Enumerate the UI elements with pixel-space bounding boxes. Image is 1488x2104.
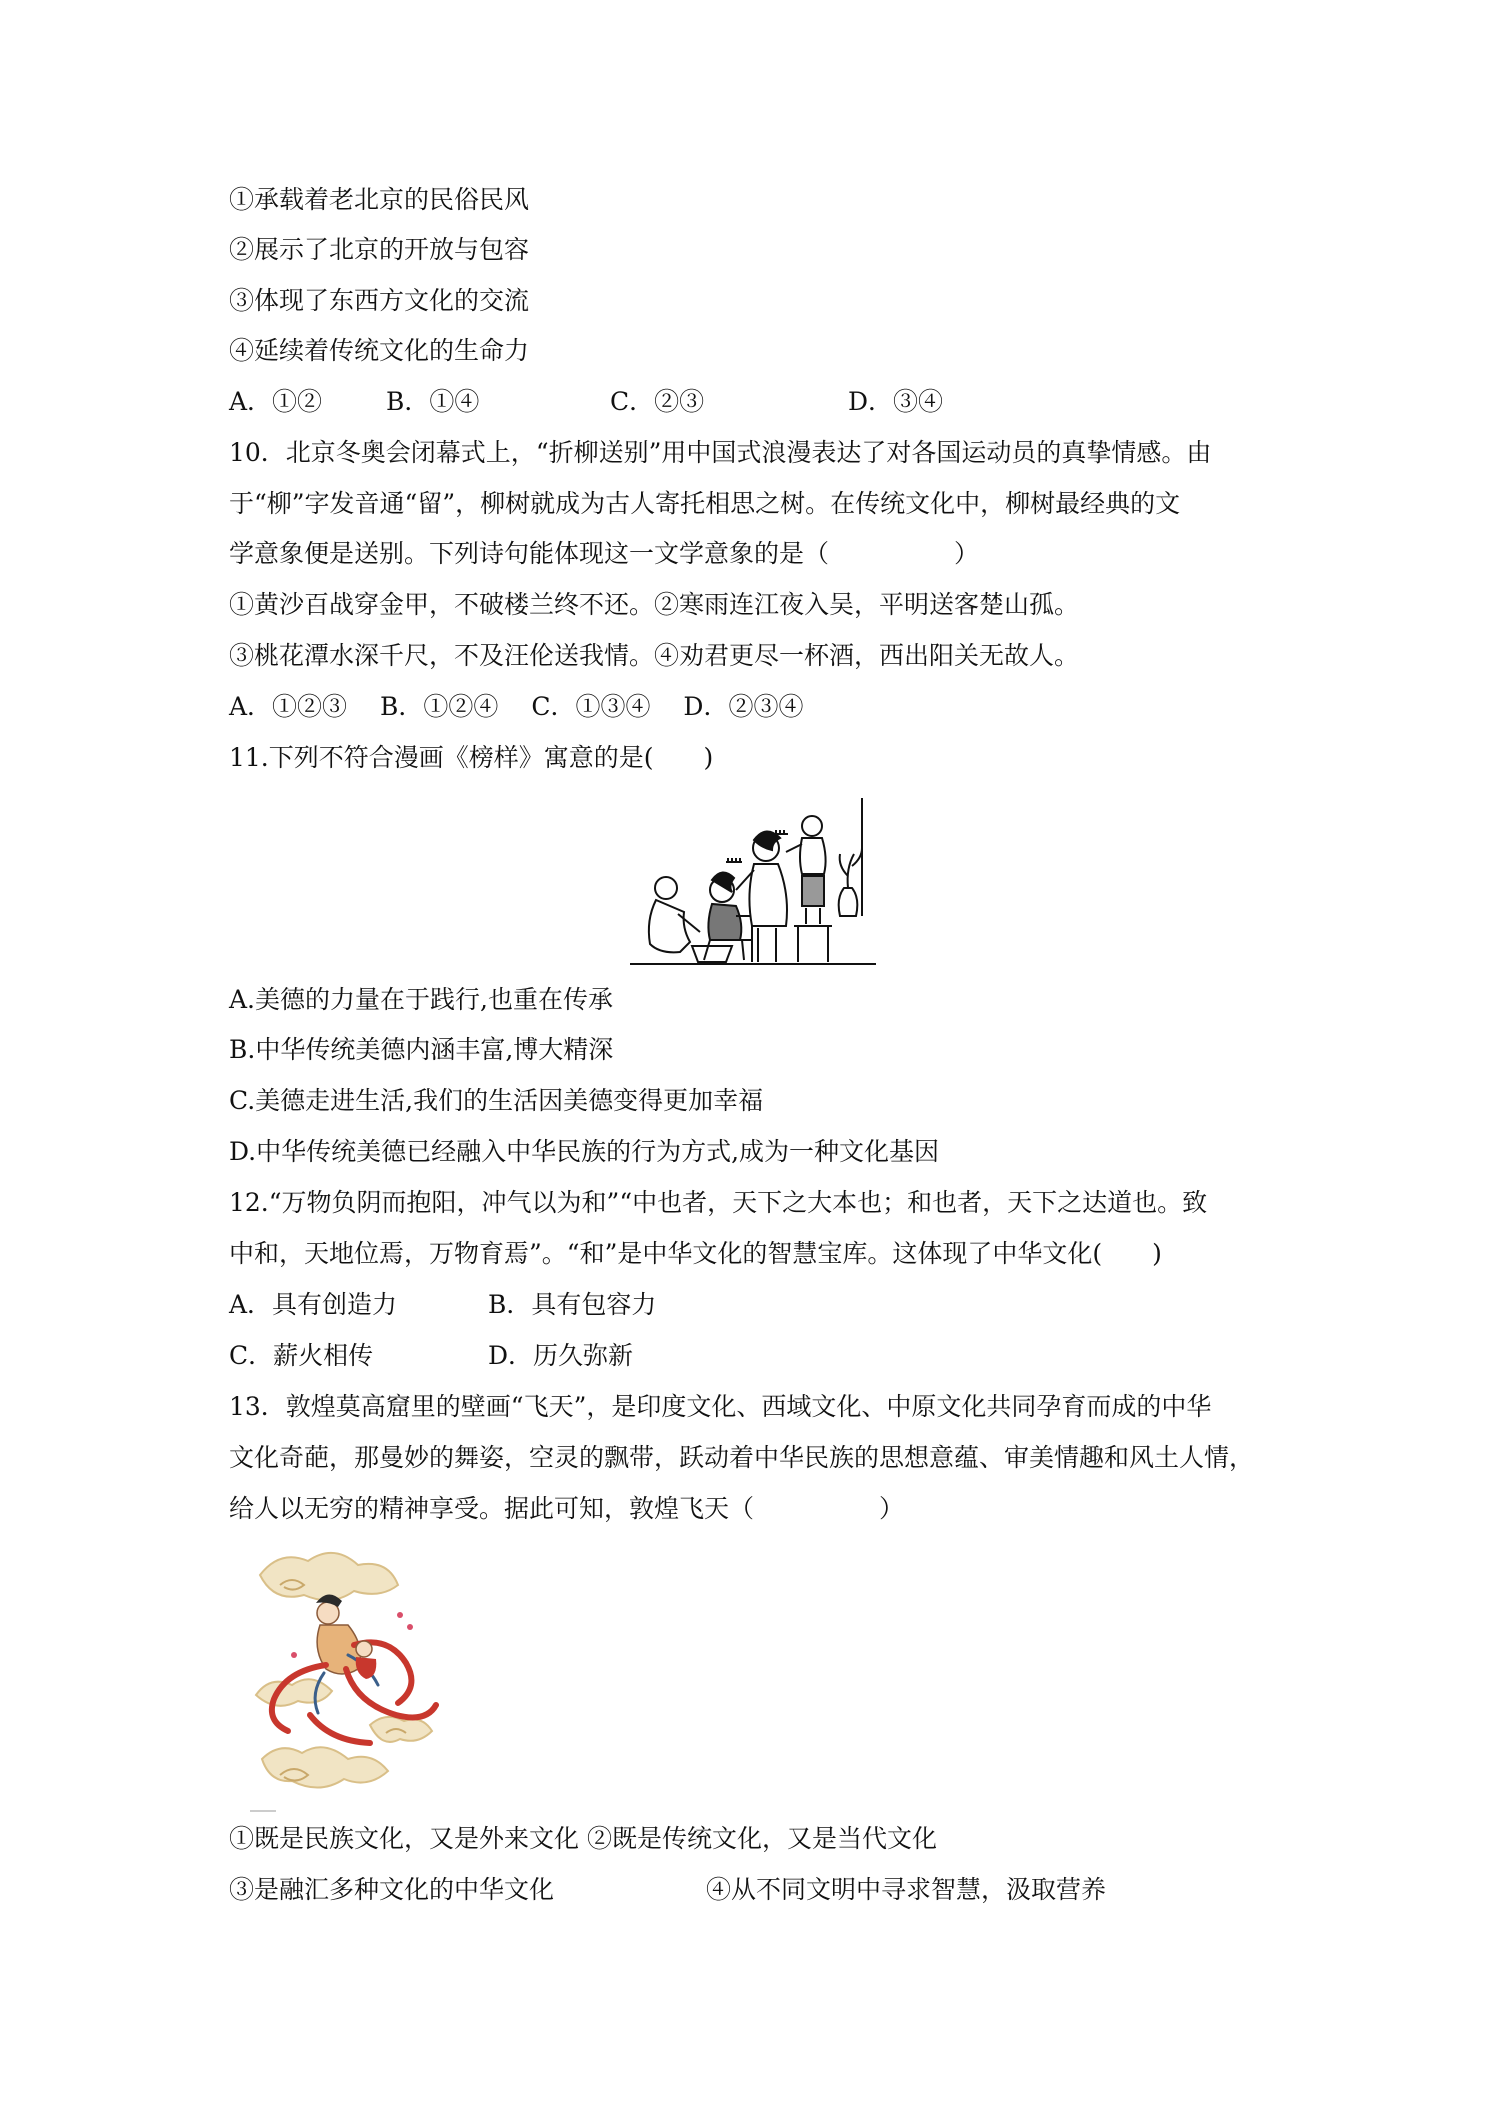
q9-option-a: A．①② (229, 387, 323, 416)
q11-option-c: C.美德走进生活,我们的生活因美德变得更加幸福 (229, 1086, 764, 1115)
q12-option-a: A．具有创造力 (229, 1290, 398, 1319)
q12-option-b: B．具有包容力 (488, 1290, 657, 1319)
q11-stem: 11.下列不符合漫画《榜样》寓意的是( ) (229, 743, 714, 772)
q12-stem-line-2: 中和，天地位焉，万物育焉”。“和”是中华文化的智慧宝库。这体现了中华文化( ) (229, 1239, 1162, 1268)
q10-options: A．①②③ B．①②④ C．①③④ D．②③④ (229, 692, 804, 721)
q9-option-c: C．②③ (610, 387, 705, 416)
q12-stem-line-1: 12.“万物负阴而抱阳，冲气以为和”“中也者，天下之大本也；和也者，天下之达道也。致 (229, 1188, 1208, 1217)
q13-item-4: ④从不同文明中寻求智慧，汲取营养 (706, 1875, 1107, 1904)
q10-stem-line-2: 于“柳”字发音通“留”，柳树就成为古人寄托相思之树。在传统文化中，柳树最经典的文 (229, 489, 1181, 518)
q9-item-4: ④延续着传统文化的生命力 (229, 336, 530, 365)
q11-option-a: A.美德的力量在于践行,也重在传承 (229, 985, 613, 1014)
q9-item-1: ①承载着老北京的民俗民风 (229, 185, 530, 214)
q13-item-3: ③是融汇多种文化的中华文化 (229, 1875, 555, 1904)
q11-option-d: D.中华传统美德已经融入中华民族的行为方式,成为一种文化基因 (229, 1137, 940, 1166)
q10-stem-line-1: 10．北京冬奥会闭幕式上，“折柳送别”用中国式浪漫表达了对各国运动员的真挚情感。由 (229, 438, 1212, 467)
q9-item-2: ②展示了北京的开放与包容 (229, 235, 530, 264)
q13-stem-line-1: 13．敦煌莫高窟里的壁画“飞天”，是印度文化、西域文化、中原文化共同孕育而成的中华 (229, 1392, 1212, 1421)
q12-option-d: D．历久弥新 (488, 1341, 634, 1370)
q9-item-3: ③体现了东西方文化的交流 (229, 286, 530, 315)
q13-stem-line-2: 文化奇葩，那曼妙的舞姿，空灵的飘带，跃动着中华民族的思想意蕴、审美情趣和风土人情， (229, 1443, 1255, 1472)
q13-stem-line-3: 给人以无穷的精神享受。据此可知，敦煌飞天（ ） (229, 1494, 905, 1523)
q11-option-b: B.中华传统美德内涵丰富,博大精深 (229, 1035, 614, 1064)
q12-option-c: C．薪火相传 (229, 1341, 374, 1370)
q10-item-line-1: ①黄沙百战穿金甲，不破楼兰终不还。②寒雨连江夜入吴，平明送客楚山孤。 (229, 590, 1080, 619)
role-model-cartoon (626, 796, 878, 968)
q10-stem-line-3: 学意象便是送别。下列诗句能体现这一文学意象的是（ ） (229, 539, 980, 568)
q13-item-line-1: ①既是民族文化，又是外来文化 ②既是传统文化，又是当代文化 (229, 1824, 937, 1853)
q9-option-b: B．①④ (386, 387, 480, 416)
q10-item-line-2: ③桃花潭水深千尺，不及汪伦送我情。④劝君更尽一杯酒，西出阳关无故人。 (229, 641, 1080, 670)
q9-option-d: D．③④ (848, 387, 944, 416)
feitian-mural-illustration (250, 1545, 450, 1813)
